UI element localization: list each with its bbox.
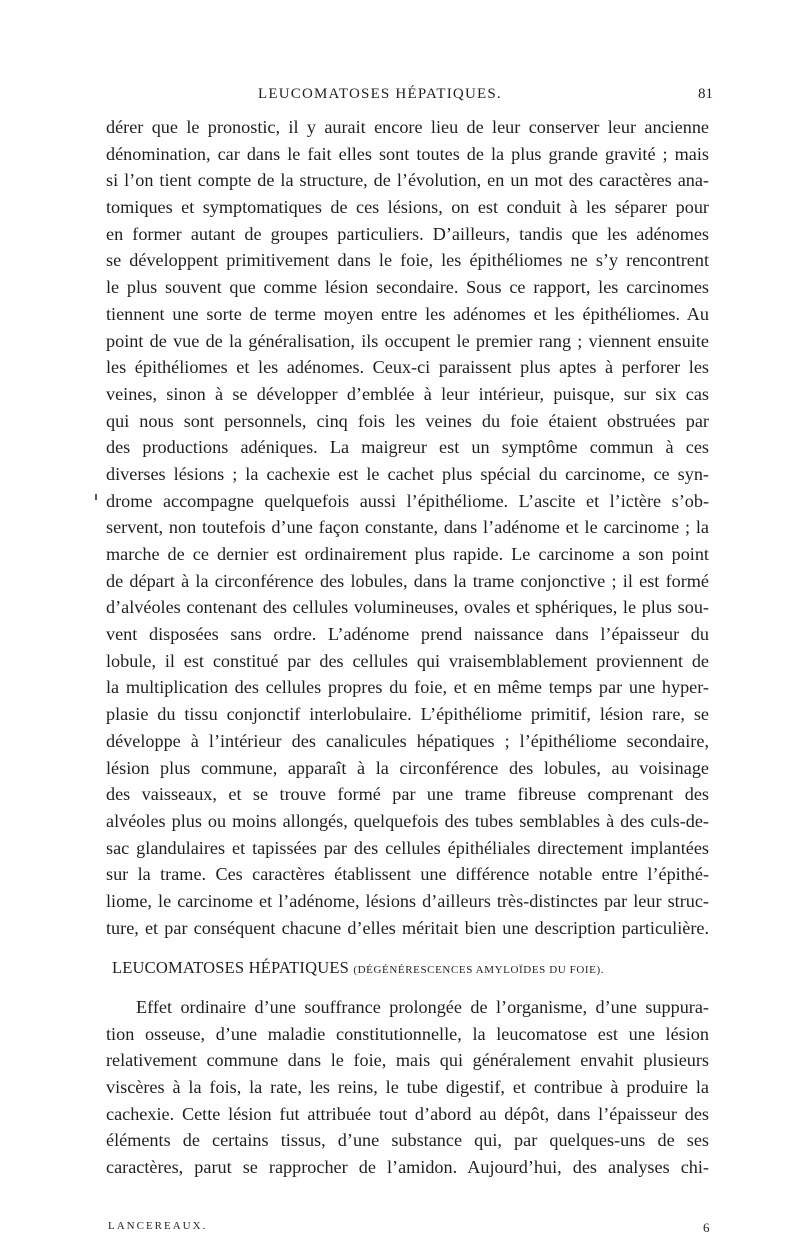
text-line: tomiques et symptomatiques de ces lésions, on est conduit à les séparer pour bbox=[106, 197, 709, 218]
text-line: marche de ce dernier est ordinairement plus rapide. Le carcinome a son point bbox=[106, 544, 709, 564]
text-line: développe à l’intérieur des canalicules hépatiques ; l’épithéliome secondaire, bbox=[106, 730, 709, 751]
page-footer bbox=[0, 1220, 800, 1242]
text-line: les épithéliomes et les adénomes. Ceux-ci paraissent plus aptes à perforer les bbox=[106, 357, 709, 378]
running-head bbox=[0, 86, 800, 110]
running-title: LEUCOMATOSES HÉPATIQUES. bbox=[258, 86, 502, 102]
text-line: servent, non toutefois d’une façon constante, dans l’adénome et le carcinome ; la bbox=[106, 517, 709, 538]
text-line: éléments de certains tissus, d’une substance qui, par quelques-uns de ses bbox=[106, 1130, 709, 1151]
text-line: des vaisseaux, et se trouve formé par une trame fibreuse comprenant des bbox=[106, 784, 709, 805]
text-line: lobule, il est constitué par des cellules qui vraisemblablement proviennent de bbox=[106, 650, 709, 671]
text-block bbox=[106, 114, 709, 1181]
signature-number: 6 bbox=[703, 1220, 710, 1235]
text-line: point de vue de la généralisation, ils occupent le premier rang ; viennent ensuite bbox=[106, 330, 709, 351]
printer-signature: LANCEREAUX. bbox=[108, 1220, 208, 1232]
text-line: vent disposées sans ordre. L’adénome prend naissance dans l’épaisseur du bbox=[106, 624, 709, 645]
text-line: lésion plus commune, apparaît à la circonférence des lobules, au voisinage bbox=[106, 757, 709, 778]
text-line: drome accompagne quelquefois aussi l’épithéliome. L’ascite et l’ictère s’ob- bbox=[106, 490, 709, 511]
text-line: alvéoles plus ou moins allongés, quelquefois des tubes semblables à des culs-de- bbox=[106, 810, 709, 831]
text-line: plasie du tissu conjonctif interlobulaire. L’épithéliome primitif, lésion rare, se bbox=[106, 704, 709, 725]
text-line: tion osseuse, d’une maladie constitutionnelle, la leucomatose est une lésion bbox=[106, 1023, 709, 1044]
text-line: Effet ordinaire d’une souffrance prolongée de l’organisme, d’une suppura- bbox=[136, 997, 709, 1017]
text-line: relativement commune dans le foie, mais qui généralement envahit plusieurs bbox=[106, 1050, 709, 1071]
section-heading-subtitle: (DÉGÉNÉRESCENCES AMYLOÏDES DU FOIE). bbox=[353, 964, 605, 977]
margin-mark bbox=[95, 494, 97, 500]
text-line: viscères à la fois, la rate, les reins, le tube digestif, et contribue à produire la bbox=[106, 1077, 709, 1098]
paragraph-1 bbox=[106, 114, 709, 941]
text-line: ture, et par conséquent chacune d’elles méritait bien une description particulière. bbox=[106, 917, 709, 938]
text-line: dénomination, car dans le fait elles sont toutes de la plus grande gravité ; mais bbox=[106, 143, 709, 164]
text-line: si l’on tient compte de la structure, de l’évolution, en un mot des caractères ana- bbox=[106, 170, 709, 191]
text-line: se développent primitivement dans le foie, les épithéliomes ne s’y rencontrent bbox=[106, 250, 709, 271]
text-line: sac glandulaires et tapissées par des cellules épithéliales directement implantées bbox=[106, 837, 709, 858]
text-line: des productions adéniques. La maigreur est un symptôme commun à ces bbox=[106, 437, 709, 458]
text-line: en former autant de groupes particuliers. D’ailleurs, tandis que les adénomes bbox=[106, 223, 709, 244]
text-line: dérer que le pronostic, il y aurait encore lieu de leur conserver leur ancienne bbox=[106, 117, 709, 137]
text-line: le plus souvent que comme lésion secondaire. Sous ce rapport, les carcinomes bbox=[106, 277, 709, 298]
text-line: qui nous sont personnels, cinq fois les veines du foie étaient obstruées par bbox=[106, 410, 709, 431]
text-line: cachexie. Cette lésion fut attribuée tout d’abord au dépôt, dans l’épaisseur des bbox=[106, 1103, 709, 1124]
text-line: la multiplication des cellules propres du foie, et en même temps par une hyper- bbox=[106, 677, 709, 698]
text-line: diverses lésions ; la cachexie est le cachet plus spécial du carcinome, ce syn- bbox=[106, 463, 709, 484]
text-line: tiennent une sorte de terme moyen entre les adénomes et les épithéliomes. Au bbox=[106, 303, 709, 324]
text-line: liome, le carcinome et l’adénome, lésions d’ailleurs très-distinctes par leur struc- bbox=[106, 890, 709, 911]
text-line: caractères, parut se rapprocher de l’amidon. Aujourd’hui, des analyses chi- bbox=[106, 1157, 709, 1178]
text-line: sur la trame. Ces caractères établissent une différence notable entre l’épithé- bbox=[106, 864, 709, 885]
paragraph-2 bbox=[106, 994, 709, 1181]
text-line: veines, sinon à se développer d’emblée à leur intérieur, puisque, sur six cas bbox=[106, 383, 709, 404]
page-number: 81 bbox=[698, 86, 713, 102]
section-heading bbox=[106, 955, 709, 982]
text-line: de départ à la circonférence des lobules, dans la trame conjonctive ; il est formé bbox=[106, 570, 709, 591]
text-line: d’alvéoles contenant des cellules volumineuses, ovales et sphériques, le plus sou- bbox=[106, 597, 709, 618]
section-heading-main: LEUCOMATOSES HÉPATIQUES bbox=[112, 958, 350, 978]
